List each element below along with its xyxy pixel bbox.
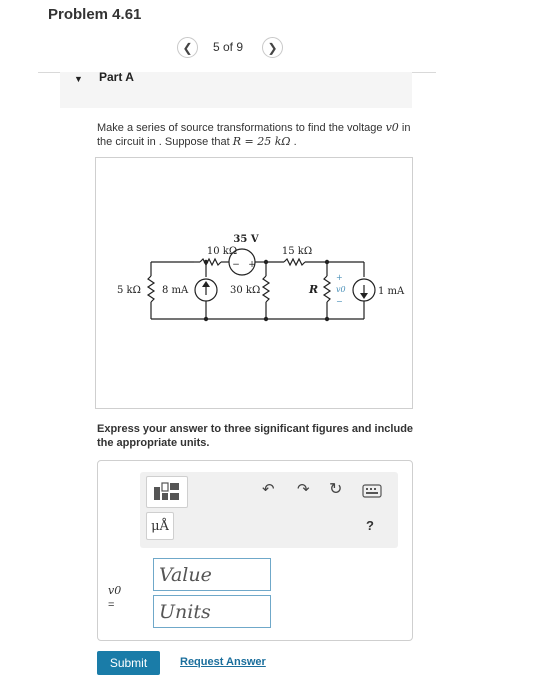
answer-instruction: Express your answer to three significant figures and include the appropriate units.	[97, 423, 414, 449]
r30k-label: 30 kΩ	[230, 285, 261, 296]
r-variable-label: R	[309, 283, 319, 296]
source-minus-label: −	[232, 260, 240, 270]
v0-minus-label: −	[336, 297, 343, 306]
circuit-diagram	[96, 158, 414, 410]
problem-prompt	[97, 121, 417, 149]
caret-down-icon[interactable]: ▼	[74, 74, 83, 84]
templates-icon	[152, 481, 182, 503]
templates-button[interactable]	[146, 476, 188, 508]
src-8ma-label: 8 mA	[162, 285, 189, 296]
v0-symbol: v0	[385, 121, 399, 134]
r15k-label: 15 kΩ	[281, 246, 313, 257]
r5k-label: 5 kΩ	[117, 285, 141, 296]
chevron-right-icon: ❯	[267, 40, 278, 55]
circuit-figure	[95, 157, 413, 409]
source-plus-label: +	[248, 260, 256, 270]
prompt-text-1: Make a series of source transformations to find the voltage	[97, 122, 386, 134]
r-expression: R = 25 kΩ	[232, 135, 291, 148]
chevron-left-icon: ❮	[182, 40, 193, 55]
page-counter: 5 of 9	[213, 40, 244, 54]
answer-variable-label: v0	[108, 584, 122, 597]
v0-plus-label: +	[336, 273, 343, 282]
equals-label: =	[108, 599, 115, 611]
units-input[interactable]	[153, 595, 271, 628]
request-answer-link[interactable]: Request Answer	[180, 656, 266, 668]
part-label: Part A	[99, 70, 134, 84]
undo-icon[interactable]: ↶	[262, 481, 275, 498]
redo-icon[interactable]: ↷	[297, 481, 310, 498]
reset-icon[interactable]: ↻	[329, 481, 343, 498]
problem-title: Problem 4.61	[48, 6, 142, 23]
v0-circuit-label: v0	[336, 285, 346, 294]
submit-button[interactable]: Submit	[97, 651, 160, 675]
src-1ma-label: 1 mA	[378, 286, 405, 297]
prompt-text-3: .	[290, 136, 297, 148]
help-button[interactable]: ?	[366, 518, 374, 533]
units-button[interactable]: μÅ	[146, 512, 174, 540]
next-button[interactable]	[262, 37, 283, 58]
r10k-label: 10 kΩ	[206, 246, 238, 257]
keyboard-icon[interactable]	[362, 484, 382, 503]
source-35v-label: 35 V	[233, 234, 259, 245]
previous-button[interactable]	[177, 37, 198, 58]
value-input[interactable]	[153, 558, 271, 591]
prompt-text-2: in the circuit in . Suppose that	[97, 122, 411, 148]
